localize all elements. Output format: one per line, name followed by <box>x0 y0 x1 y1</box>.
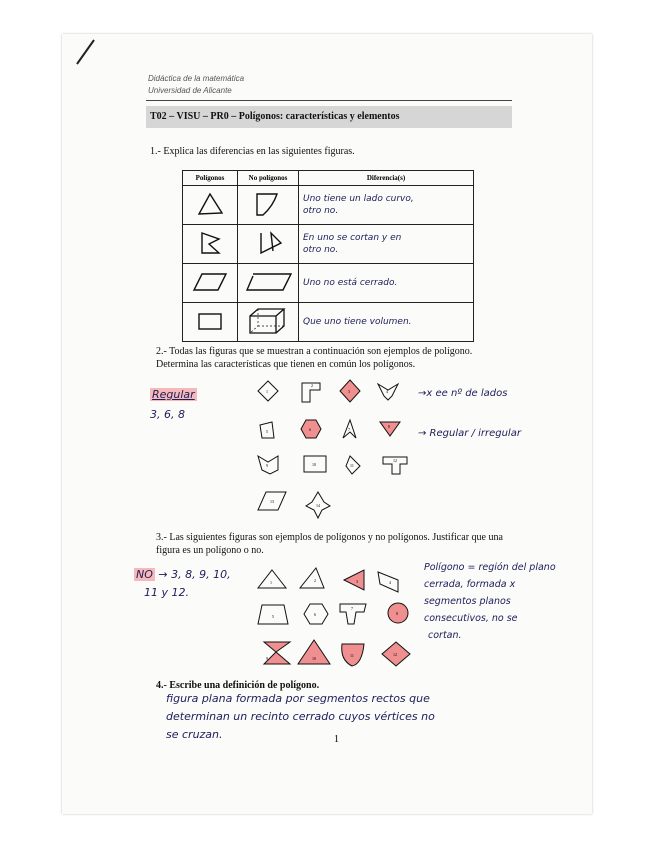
svg-text:5: 5 <box>266 429 268 434</box>
answer-numbers: 3, 6, 8 <box>150 408 185 421</box>
difference-text: otro no. <box>303 206 339 216</box>
svg-text:7: 7 <box>348 427 350 432</box>
q2-figure-14 <box>306 492 330 518</box>
svg-text:7: 7 <box>351 606 353 611</box>
definition-line: segmentos planos <box>424 596 511 607</box>
q3-figure-9 <box>264 642 290 664</box>
difference-text: Uno no está cerrado. <box>303 278 398 288</box>
svg-text:8: 8 <box>396 611 398 616</box>
question-2-prompt-line1: 2.- Todas las figuras que se muestran a continuación son ejemplos de polígono. <box>156 346 473 357</box>
answer-line: figura plana formada por segmentos rectos que <box>166 692 430 705</box>
page-number: 1 <box>334 734 339 745</box>
q2-figure-5 <box>260 422 274 438</box>
question-3-prompt-line1: 3.- Las siguientes figuras son ejemplos de polígonos y no polígonos. Justificar que una <box>156 532 503 543</box>
svg-text:6: 6 <box>314 612 316 617</box>
answer-title: Regular <box>152 388 195 401</box>
q3-figure-11 <box>342 644 364 666</box>
definition-line: cerrada, formada x <box>424 579 516 590</box>
header-university: Universidad de Alicante <box>148 86 232 95</box>
svg-text:5: 5 <box>272 614 274 619</box>
svg-text:2: 2 <box>311 383 313 388</box>
q2-figure-12 <box>383 457 407 474</box>
difference-text: Que uno tiene volumen. <box>303 317 412 327</box>
question-3-prompt-line2: figura es un polígono o no. <box>156 545 264 556</box>
svg-text:3: 3 <box>348 389 350 394</box>
svg-text:10: 10 <box>312 656 316 661</box>
header-course: Didáctica de la matemática <box>148 74 245 83</box>
column-header: No polígonos <box>238 171 299 186</box>
svg-text:4: 4 <box>386 389 388 394</box>
svg-text:12: 12 <box>393 458 397 463</box>
question-1-prompt: 1.- Explica las diferencias en las siguientes figuras. <box>150 146 355 157</box>
q3-figure-10 <box>298 640 330 664</box>
answer-non-polygons-continued: 11 y 12. <box>144 586 189 599</box>
annotation-regular: → Regular / irregular <box>418 428 521 439</box>
q2-figure-3 <box>340 380 360 402</box>
q3-figure-4 <box>378 572 398 592</box>
q2-figure-4 <box>378 384 398 400</box>
svg-text:3: 3 <box>356 579 358 584</box>
svg-text:9: 9 <box>266 656 268 661</box>
answer-non-polygons: NO → 3, 8, 9, 10, <box>136 568 231 581</box>
q3-figure-7 <box>340 604 366 624</box>
definition-line: Polígono = región del plano <box>424 562 556 573</box>
definition-line: cortan. <box>428 630 462 641</box>
q2-figure-2 <box>302 383 320 402</box>
q2-figure-9 <box>258 456 278 474</box>
question-4-prompt: 4.- Escribe una definición de polígono. <box>156 680 320 691</box>
svg-text:8: 8 <box>388 424 390 429</box>
svg-text:9: 9 <box>266 463 268 468</box>
q3-figure-1 <box>258 570 286 588</box>
svg-text:12: 12 <box>393 652 397 657</box>
svg-text:11: 11 <box>350 653 354 658</box>
answer-line: determinan un recinto cerrado cuyos vértices no <box>166 710 435 723</box>
svg-text:13: 13 <box>270 499 274 504</box>
q3-figure-2 <box>300 568 324 588</box>
q2-figure-1 <box>258 381 278 401</box>
q3-figure-12 <box>382 642 410 666</box>
difference-text: En uno se cortan y en <box>303 233 402 243</box>
q2-figure-6 <box>301 420 321 438</box>
answer-line: se cruzan. <box>166 728 223 741</box>
definition-line: consecutivos, no se <box>424 613 518 624</box>
q2-figure-13 <box>258 492 286 510</box>
svg-text:11: 11 <box>350 463 354 468</box>
q3-figure-6 <box>304 604 328 624</box>
q2-figure-11 <box>346 456 360 474</box>
q2-figure-10 <box>304 456 326 472</box>
difference-text: Uno tiene un lado curvo, <box>303 194 414 204</box>
svg-text:2: 2 <box>314 578 316 583</box>
q2-figure-7 <box>343 420 356 438</box>
svg-text:1: 1 <box>270 580 272 585</box>
svg-text:4: 4 <box>389 580 391 585</box>
column-header: Diferencia(s) <box>299 171 474 186</box>
q3-figure-5 <box>258 605 288 624</box>
page-title: T02 – VISU – PR0 – Polígonos: características y elementos <box>146 106 512 128</box>
svg-text:1: 1 <box>266 389 268 394</box>
annotation-sides: →x ee nº de lados <box>418 388 508 399</box>
svg-text:14: 14 <box>316 503 320 508</box>
q3-figure-8 <box>388 603 408 623</box>
column-header: Polígonos <box>183 171 238 186</box>
difference-text: otro no. <box>303 245 339 255</box>
q3-figure-3 <box>344 570 364 590</box>
svg-text:6: 6 <box>309 427 311 432</box>
q2-figure-8 <box>380 422 400 436</box>
question-2-prompt-line2: Determina las características que tienen en común los polígonos. <box>156 359 416 370</box>
svg-text:10: 10 <box>312 462 316 467</box>
